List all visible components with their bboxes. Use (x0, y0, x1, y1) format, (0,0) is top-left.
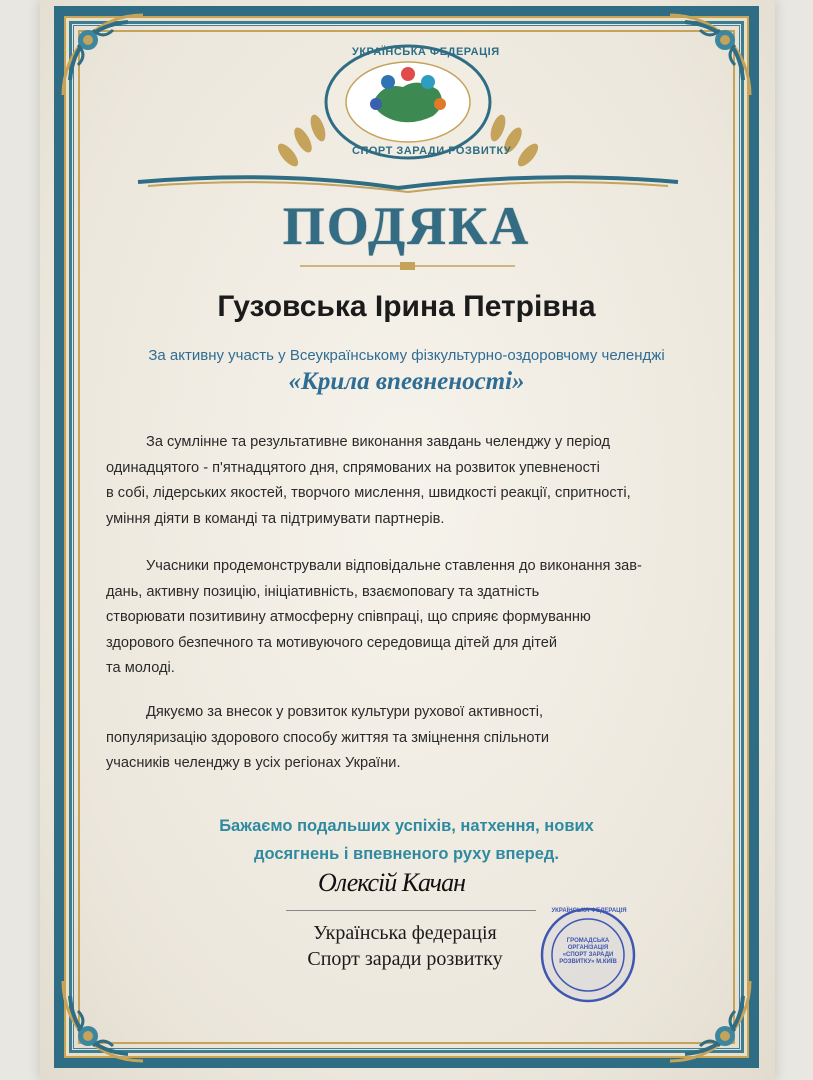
paragraph-achievements (106, 430, 716, 532)
text-line: дань, активну позицію, ініціативність, взаємоповагу та здатність (106, 583, 540, 600)
signature-line (286, 910, 536, 911)
text-line: одинадцятого - п'ятнадцятого дня, спрямованих на розвиток упевненості (106, 459, 600, 476)
logo-bottom-text: СПОРТ ЗАРАДИ РОЗВИТКУ (352, 145, 512, 157)
ornament-corner-icon (58, 10, 148, 100)
text-line: Дякуємо за внесок у ровзиток культури рухової активності, (146, 704, 544, 720)
text-line: Учасники продемонстрували відповідальне ставлення до виконання зав- (146, 558, 642, 574)
divider-ornament-icon (300, 262, 515, 270)
ornament-corner-icon (665, 10, 755, 100)
text-line: створювати позитивину атмосферну співпраці, що сприяє формуванню (106, 609, 591, 625)
org-line: Українська федерація (313, 922, 497, 944)
org-line: Спорт заради розвитку (307, 948, 503, 970)
wish-text (0, 812, 813, 868)
text-line: За сумлінне та результативне виконання завдань челенджу у період (146, 434, 611, 450)
federation-logo-icon (318, 42, 498, 162)
organization-name (270, 920, 540, 972)
stamp-center-text: ГРОМАДСЬКА ОРГАНІЗАЦІЯ «СПОРТ ЗАРАДИ РОЗВИТКУ» М.КИЇВ (559, 938, 617, 965)
challenge-name: «Крила впевненості» (288, 368, 525, 395)
text-line: здорового безпечного та мотивуючого середовища дітей для дітей (106, 634, 558, 651)
award-reason: За активну участь у Всеукраїнському фізкультурно-оздоровчому челенджі (148, 347, 665, 364)
wish-line: Бажаємо подальших успіхів, натхення, нових (219, 817, 594, 835)
text-line: учасників челенджу в усіх регіонах України. (106, 755, 401, 771)
certificate-title: ПОДЯКА (282, 196, 531, 256)
recipient-name: Гузовська Ірина Петрівна (217, 290, 596, 323)
ornament-corner-icon (665, 976, 755, 1066)
text-line: уміння діяти в команді та підтримувати партнерів. (106, 510, 445, 527)
text-line: популяризацію здорового способу життяя та зміцнення спільноти (106, 729, 550, 746)
paragraph-gratitude (106, 700, 716, 777)
text-line: в собі, лідерських якостей, творчого мислення, швидкості реакції, спритності, (106, 485, 631, 501)
stamp-ring-text: УКРАЇНСЬКА ФЕДЕРАЦІЯ (551, 908, 627, 914)
signature: Олексій Качан (318, 868, 465, 897)
logo-top-text: УКРАЇНСЬКА ФЕДЕРАЦІЯ (352, 46, 500, 58)
wish-line: досягнень і впевненого руху вперед. (254, 845, 559, 863)
paragraph-participants (106, 554, 716, 682)
ornament-corner-icon (58, 976, 148, 1066)
text-line: та молоді. (106, 660, 175, 676)
